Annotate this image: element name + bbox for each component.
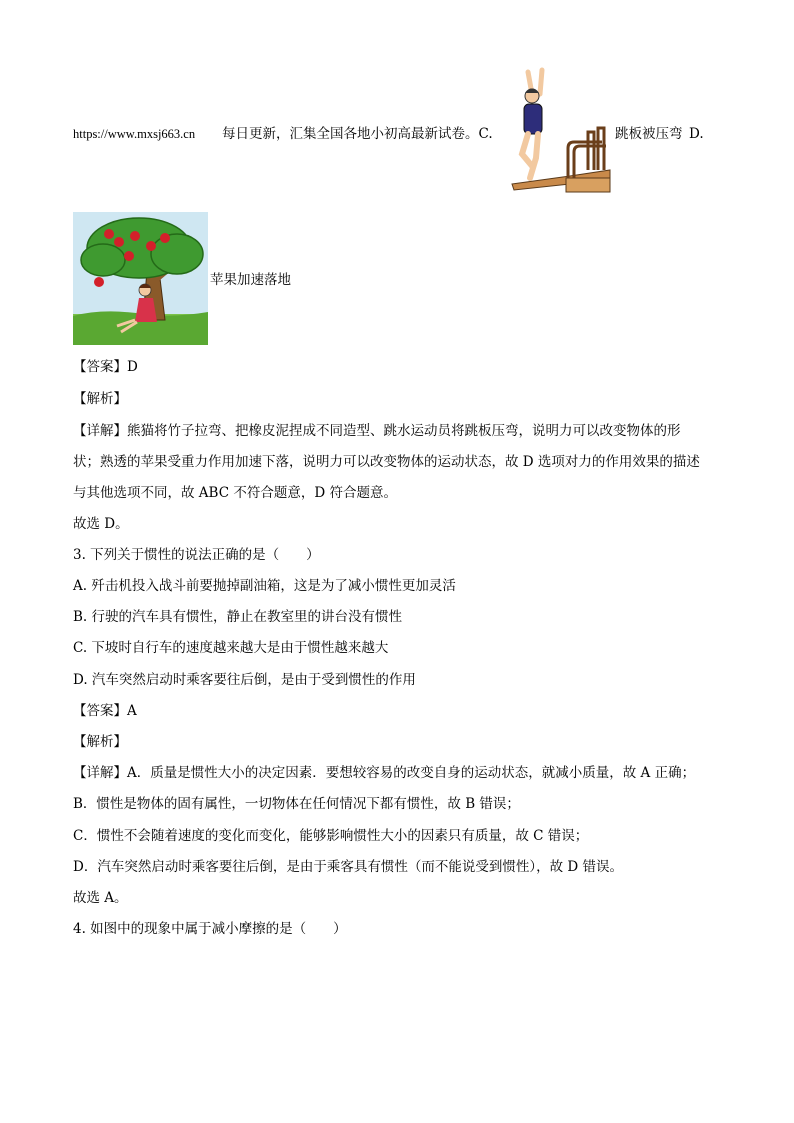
answer-value: D: [127, 359, 138, 375]
question-option: C. 下坡时自行车的速度越来越大是由于惯性越来越大: [73, 640, 389, 656]
detail-line: A．质量是惯性大小的决定因素．要想较容易的改变自身的运动状态，就减小质量，故 A 正确；: [127, 765, 696, 781]
option-d-marker: D.: [689, 126, 704, 142]
answer-tag: 【答案】: [73, 703, 127, 719]
conclusion: 故选 D。: [73, 516, 129, 532]
option-d-label: 苹果加速落地: [210, 272, 291, 288]
question-option: B. 行驶的汽车具有惯性，静止在教室里的讲台没有惯性: [73, 609, 403, 625]
detail-line: C．惯性不会随着速度的变化而变化，能够影响惯性大小的因素只有质量，故 C 错误；: [73, 828, 589, 844]
detail-line: 状；熟透的苹果受重力作用加速下落，说明力可以改变物体的运动状态，故 D 选项对力的作用效果的描述: [73, 454, 700, 470]
detail-line: D．汽车突然启动时乘客要往后倒，是由于乘客具有惯性（而不能说受到惯性），故 D 错误。: [73, 859, 623, 875]
answer-value: A: [127, 703, 137, 719]
detail-tag: 【详解】: [73, 765, 127, 781]
detail-line: 熊猫将竹子拉弯、把橡皮泥捏成不同造型、跳水运动员将跳板压弯，说明力可以改变物体的形: [127, 423, 681, 439]
analysis-tag: 【解析】: [73, 734, 127, 750]
detail-line: B．惯性是物体的固有属性，一切物体在任何情况下都有惯性，故 B 错误；: [73, 796, 520, 812]
answer-tag: 【答案】: [73, 359, 127, 375]
question-stem: 4. 如图中的现象中属于减小摩擦的是（ ）: [73, 921, 347, 937]
question-option: D. 汽车突然启动时乘客要往后倒，是由于受到惯性的作用: [73, 672, 416, 688]
option-c-label: 跳板被压弯: [615, 126, 683, 142]
detail-tag: 【详解】: [73, 423, 127, 439]
header-notice: 每日更新，汇集全国各地小初高最新试卷。C.: [222, 126, 493, 142]
question-option: A. 歼击机投入战斗前要抛掉副油箱，这是为了减小惯性更加灵活: [73, 578, 456, 594]
header-url[interactable]: https://www.mxsj663.cn: [73, 127, 196, 141]
analysis-tag: 【解析】: [73, 391, 127, 407]
diver-illustration: [510, 66, 612, 194]
detail-line: 与其他选项不同，故 ABC 不符合题意，D 符合题意。: [73, 485, 397, 501]
apple-tree-illustration: [73, 212, 208, 345]
question-stem: 3. 下列关于惯性的说法正确的是（ ）: [73, 547, 320, 563]
conclusion: 故选 A。: [73, 890, 128, 906]
